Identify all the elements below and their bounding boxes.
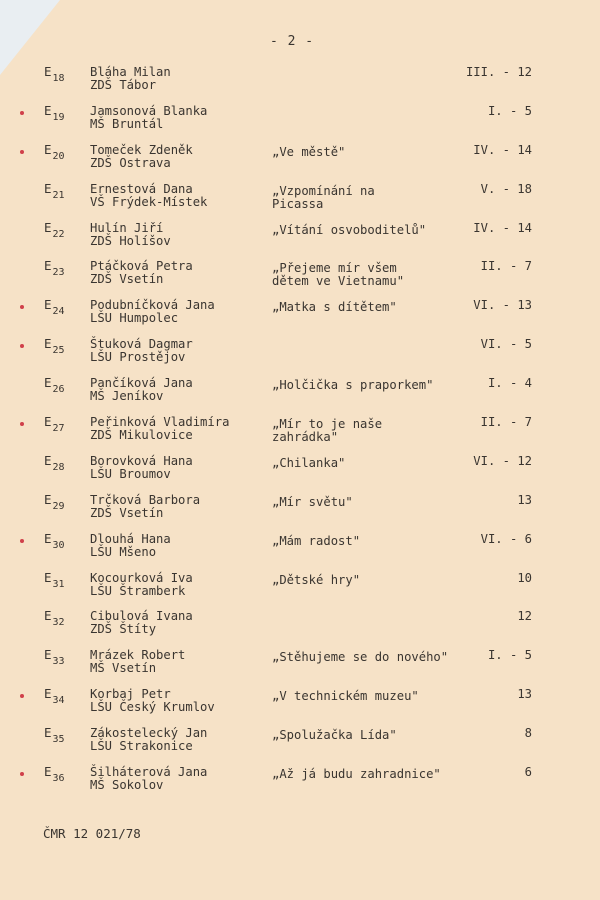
- entry-code: $E_{28}$: [44, 452, 65, 473]
- artwork-title: „Až já budu zahradnice": [272, 767, 441, 782]
- category-number: I. - 4: [487, 376, 532, 391]
- person-name: Korbaj Petr: [90, 687, 171, 702]
- category-number: 13: [517, 687, 532, 702]
- person-name: Pančíková Jana: [90, 376, 193, 391]
- list-item: [0, 451, 600, 490]
- category-number: 10: [517, 570, 532, 585]
- entry-code: $E_{32}$: [44, 608, 65, 629]
- artwork-title: „Mám radost": [272, 533, 361, 548]
- person-name: Zákostelecký Jan: [90, 726, 208, 741]
- category-number: III. - 12: [465, 65, 532, 79]
- artwork-title: „Stěhujeme se do nového": [272, 650, 449, 665]
- school-name: LŠU Humpolec: [90, 311, 179, 326]
- category-number: V. - 18: [480, 181, 532, 196]
- list-item: [0, 101, 600, 140]
- school-name: ZDŠ Vsetín: [90, 272, 164, 287]
- person-name: Hulín Jiří: [90, 220, 164, 235]
- entry-name: [90, 688, 215, 714]
- red-mark-dot: [20, 422, 24, 426]
- entry-name: [90, 183, 207, 209]
- page-number: - 2 -: [270, 34, 315, 49]
- school-name: LŠU Český Krumlov: [90, 700, 215, 715]
- entry-code: $E_{20}$: [44, 141, 65, 162]
- entry-code: $E_{18}$: [44, 64, 65, 84]
- school-name: MŠ Vsetín: [90, 661, 157, 676]
- list-item: [0, 606, 600, 645]
- entry-name: [90, 455, 193, 481]
- entry-code: $E_{36}$: [44, 764, 65, 785]
- school-name: VŠ Frýdek-Místek: [90, 194, 208, 209]
- entry-name: [90, 572, 193, 598]
- category-number: VI. - 5: [480, 337, 532, 352]
- list-item: [0, 529, 600, 568]
- entry-code: $E_{21}$: [44, 180, 65, 201]
- category-number: VI. - 13: [473, 298, 532, 313]
- person-name: Dlouhá Hana: [90, 531, 171, 546]
- entry-name: [90, 533, 171, 559]
- entry-code: $E_{24}$: [44, 297, 65, 318]
- entry-code: $E_{19}$: [44, 102, 65, 123]
- red-mark-dot: [20, 772, 24, 776]
- entry-name: [90, 66, 171, 92]
- red-mark-dot: [20, 150, 24, 154]
- person-name: Borovková Hana: [90, 453, 193, 468]
- list-item: [0, 723, 600, 762]
- list-item: [0, 373, 600, 412]
- person-name: Trčková Barbora: [90, 492, 201, 507]
- list-item: [0, 645, 600, 684]
- list-item: [0, 140, 600, 179]
- category-number: II. - 7: [480, 259, 532, 274]
- entry-code: $E_{27}$: [44, 414, 65, 435]
- artwork-title: „V technickém muzeu": [272, 689, 419, 704]
- school-name: MŠ Bruntál: [90, 116, 164, 131]
- artwork-title: „Mír světu": [272, 494, 353, 509]
- list-item: [0, 218, 600, 257]
- school-name: MŠ Jeníkov: [90, 389, 164, 404]
- person-name: Peřinková Vladimíra: [90, 415, 230, 430]
- person-name: Tomeček Zdeněk: [90, 142, 193, 157]
- list-item: [0, 568, 600, 607]
- entry-name: [90, 610, 193, 636]
- person-name: Mrázek Robert: [90, 648, 186, 663]
- red-mark-dot: [20, 694, 24, 698]
- entry-code: $E_{34}$: [44, 686, 65, 707]
- list-item: [0, 256, 600, 295]
- school-name: LŠU Prostějov: [90, 350, 186, 365]
- list-item: [0, 762, 600, 801]
- entry-name: [90, 649, 185, 675]
- artwork-title: „Ve městě": [272, 144, 346, 159]
- entry-name: [90, 144, 193, 170]
- person-name: Kocourková Iva: [90, 570, 193, 585]
- school-name: ZDŠ Štíty: [90, 622, 157, 637]
- entry-name: [90, 222, 171, 248]
- list-item: [0, 62, 600, 101]
- category-number: IV. - 14: [473, 220, 532, 235]
- category-number: IV. - 14: [473, 142, 532, 157]
- artwork-title: „Spolužačka Lída": [272, 728, 397, 743]
- artwork-title: „Vzpomínání na Picassa: [272, 183, 375, 211]
- person-name: Bláha Milan: [90, 65, 171, 79]
- artwork-title: „Holčička s praporkem": [272, 378, 434, 393]
- list-item: [0, 684, 600, 723]
- document-footer: ČMR 12 021/78: [43, 826, 141, 841]
- category-number: I. - 5: [487, 103, 532, 118]
- entry-code: $E_{22}$: [44, 219, 65, 240]
- person-name: Šilháterová Jana: [90, 765, 208, 780]
- entry-name: [90, 494, 200, 520]
- entry-list: [0, 62, 600, 801]
- entry-code: $E_{33}$: [44, 647, 65, 668]
- person-name: Podubníčková Jana: [90, 298, 215, 313]
- entry-name: [90, 260, 193, 286]
- category-number: 12: [517, 609, 532, 624]
- school-name: ZDŠ Holíšov: [90, 233, 171, 248]
- school-name: LŠU Broumov: [90, 466, 171, 481]
- person-name: Jamsonová Blanka: [90, 103, 208, 118]
- person-name: Cibulová Ivana: [90, 609, 193, 624]
- person-name: Ernestová Dana: [90, 181, 193, 196]
- artwork-title: „Chilanka": [272, 455, 346, 470]
- artwork-title: „Matka s dítětem": [272, 300, 397, 315]
- entry-code: $E_{31}$: [44, 569, 65, 590]
- entry-name: [90, 338, 193, 364]
- list-item: [0, 334, 600, 373]
- person-name: Ptáčková Petra: [90, 259, 193, 274]
- list-item: [0, 295, 600, 334]
- artwork-title: „Dětské hry": [272, 572, 361, 587]
- entry-name: [90, 377, 193, 403]
- school-name: ZDŠ Vsetín: [90, 505, 164, 520]
- entry-name: [90, 727, 207, 753]
- red-mark-dot: [20, 539, 24, 543]
- category-number: 13: [517, 492, 532, 507]
- category-number: VI. - 12: [473, 453, 532, 468]
- artwork-title: „Vítání osvoboditelů": [272, 222, 427, 237]
- category-number: 8: [524, 726, 532, 741]
- entry-code: $E_{26}$: [44, 375, 65, 396]
- category-number: II. - 7: [480, 415, 532, 430]
- list-item: [0, 412, 600, 451]
- entry-code: $E_{29}$: [44, 491, 65, 512]
- category-number: I. - 5: [487, 648, 532, 663]
- entry-code: $E_{25}$: [44, 336, 65, 357]
- school-name: LŠU Mšeno: [90, 544, 157, 559]
- entry-name: [90, 416, 229, 442]
- artwork-title: „Mír to je naše zahrádka": [272, 417, 383, 445]
- category-number: 6: [524, 765, 532, 780]
- school-name: LŠU Strakonice: [90, 739, 193, 754]
- entry-name: [90, 105, 207, 131]
- school-name: ZDŠ Ostrava: [90, 155, 171, 170]
- school-name: MŠ Sokolov: [90, 778, 164, 793]
- school-name: ZDŠ Tábor: [90, 78, 157, 92]
- category-number: VI. - 6: [480, 531, 532, 546]
- person-name: Štuková Dagmar: [90, 337, 193, 352]
- entry-code: $E_{35}$: [44, 725, 65, 746]
- entry-code: $E_{30}$: [44, 530, 65, 551]
- school-name: ZDŠ Mikulovice: [90, 428, 193, 443]
- red-mark-dot: [20, 111, 24, 115]
- red-mark-dot: [20, 305, 24, 309]
- entry-code: $E_{23}$: [44, 258, 65, 279]
- artwork-title: „Přejeme mír všem dětem ve Vietnamu": [272, 261, 405, 289]
- list-item: [0, 179, 600, 218]
- entry-name: [90, 766, 207, 792]
- school-name: LŠU Štramberk: [90, 583, 186, 598]
- list-item: [0, 490, 600, 529]
- entry-name: [90, 299, 215, 325]
- red-mark-dot: [20, 344, 24, 348]
